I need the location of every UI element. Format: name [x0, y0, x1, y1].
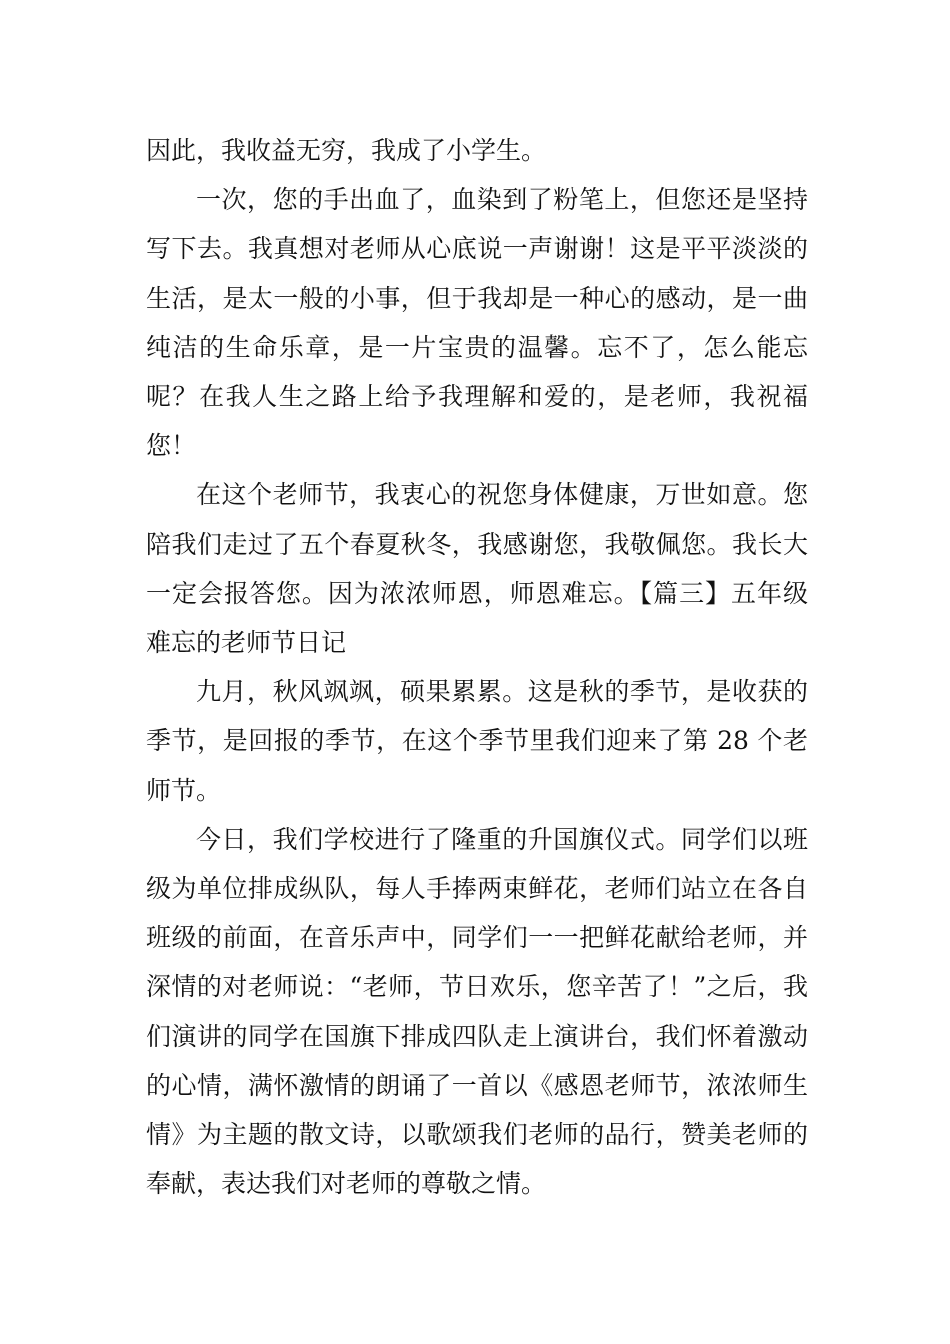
paragraph-3: 在这个老师节，我衷心的祝您身体健康，万世如意。您陪我们走过了五个春夏秋冬，我感谢您，我敬佩您。我长大一定会报答您。因为浓浓师恩，师恩难忘。【篇三】五年级难忘的老师节日记	[146, 480, 808, 658]
paragraph-2: 一次，您的手出血了，血染到了粉笔上，但您还是坚持写下去。我真想对老师从心底说一声谢谢！这是平平淡淡的生活，是太一般的小事，但于我却是一种心的感动，是一曲纯洁的生命乐章，是一片宝贵的温馨。忘不了，怎么能忘呢？在我人生之路上给予我理解和爱的，是老师，我祝福您！	[146, 185, 808, 461]
paragraph-1: 因此，我收益无穷，我成了小学生。	[146, 136, 547, 165]
body-text	[146, 126, 808, 1208]
paragraph-4: 九月，秋风飒飒，硕果累累。这是秋的季节，是收获的季节，是回报的季节，在这个季节里我们迎来了第 28 个老师节。	[146, 677, 808, 805]
paragraph-5: 今日，我们学校进行了隆重的升国旗仪式。同学们以班级为单位排成纵队，每人手捧两束鲜花，老师们站立在各自班级的前面，在音乐声中，同学们一一把鲜花献给老师，并深情的对老师说：“老师，节日欢乐，您辛苦了！”之后，我们演讲的同学在国旗下排成四队走上演讲台，我们怀着激动的心情，满怀激情的朗诵了一首以《感恩老师节，浓浓师生情》为主题的散文诗，以歌颂我们老师的品行，赞美老师的奉献，表达我们对老师的尊敬之情。	[146, 824, 808, 1199]
